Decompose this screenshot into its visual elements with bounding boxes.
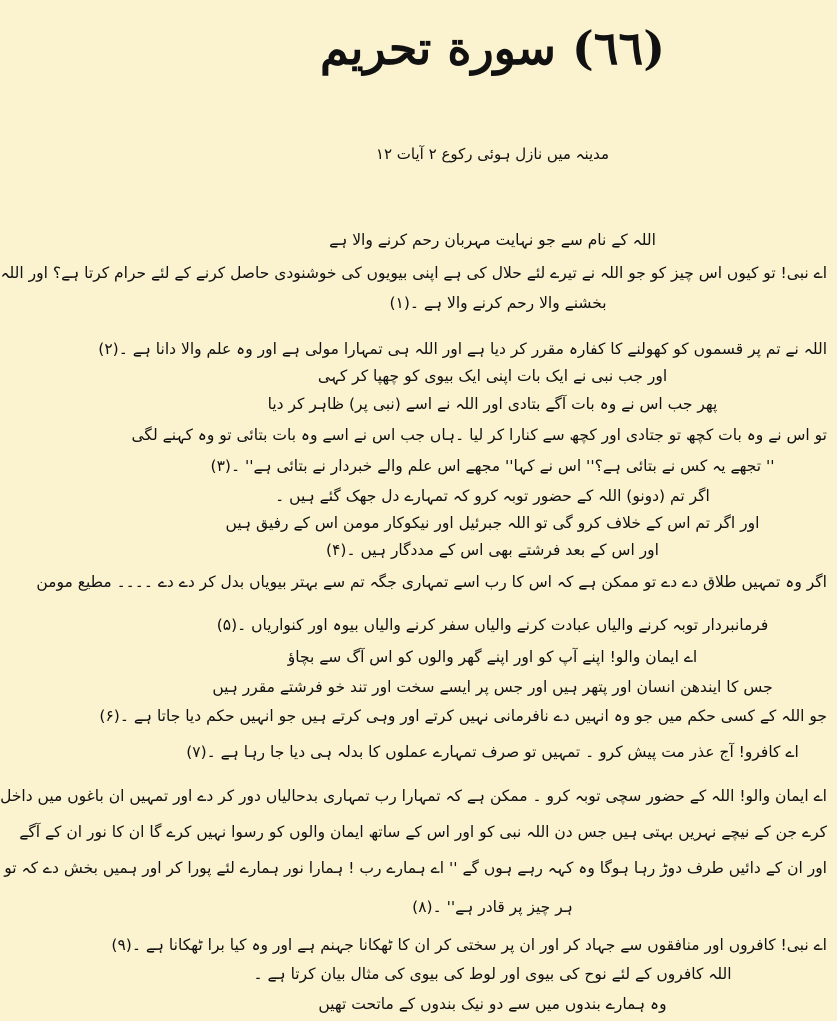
verse-line: فرمانبردار توبہ کرنے والیاں عبادت کرنے والیاں سفر کرنے والیاں بیوہ اور کنواریاں ۔(۵) bbox=[216, 616, 769, 634]
verse-line: اے نبی! تو کیوں اس چیز کو جو اللہ نے تیرے لئے حلال کی ہے اپنی بیویوں کی خوشنودی حاصل کرنے کے لئے حرام کرتا ہے؟ اور اللہ bbox=[0, 264, 827, 282]
verse-line: '' تجھے یہ کس نے بتائی ہے؟'' اس نے کہا'' مجھے اس علم والے خبردار نے بتائی ہے'' ۔(۳) bbox=[210, 457, 775, 475]
verse-line: اللہ کے نام سے جو نہایت مہربان رحم کرنے والا ہے bbox=[329, 231, 656, 249]
verse-line: کرے جن کے نیچے نہریں بہتی ہیں جس دن اللہ نبی کو اور اس کے ساتھ ایمان والوں کو رسوا نہیں کرے گا ان کا نور ان کے آگے bbox=[19, 823, 827, 841]
verse-line: جس کا ایندھن انسان اور پتھر ہیں اور جس پر ایسے سخت اور تند خو فرشتے مقرر ہیں bbox=[212, 678, 773, 696]
verse-line: اور جب نبی نے ایک بات اپنی ایک بیوی کو چھپا کر کہی bbox=[317, 367, 668, 385]
verse-line: اور اس کے بعد فرشتے بھی اس کے مددگار ہیں ۔(۴) bbox=[326, 541, 659, 559]
verse-line: اللہ کافروں کے لئے نوح کی بیوی اور لوط کی بیوی کی مثال بیان کرتا ہے ۔ bbox=[253, 965, 732, 983]
page-title: (٦٦) سورة تحریم bbox=[320, 21, 665, 75]
verse-line: وہ ہمارے بندوں میں سے دو نیک بندوں کے ماتحت تھیں bbox=[318, 995, 667, 1013]
verse-line: اے کافرو! آج عذر مت پیش کرو ۔ تمہیں تو صرف تمہارے عملوں کا بدلہ ہی دیا جا رہا ہے ۔(۷) bbox=[186, 743, 799, 761]
verse-line: اے ایمان والو! اللہ کے حضور سچی توبہ کرو ۔ ممکن ہے کہ تمہارا رب تمہاری بدحالیاں دور کر دے اور تمہیں ان باغوں میں داخل bbox=[0, 787, 827, 805]
verse-line: اور ان کے دائیں طرف دوڑ رہا ہوگا وہ کہہ رہے ہوں گے '' اے ہمارے رب ! ہمارا نور ہمارے لئے پورا کر اور ہمیں بخش دے کہ تو bbox=[4, 859, 827, 877]
verse-line: اگر وہ تمہیں طلاق دے دے تو ممکن ہے کہ اس کا رب اسے تمہاری جگہ تم سے بہتر بیویاں بدل کر دے دے ۔۔۔۔ مطیع مومن bbox=[36, 573, 827, 591]
verse-line: پھر جب اس نے وہ بات آگے بتادی اور اللہ نے اسے (نبی پر) ظاہر کر دیا bbox=[267, 395, 718, 413]
verse-line: ہر چیز پر قادر ہے'' ۔(۸) bbox=[412, 898, 573, 916]
verse-line: اللہ نے تم پر قسموں کو کھولنے کا کفارہ مقرر کر دیا ہے اور اللہ ہی تمہارا مولی ہے اور وہ علم والا دانا ہے ۔(۲) bbox=[98, 340, 827, 358]
revelation-info: مدینہ میں نازل ہوئی رکوع ۲ آیات ۱۲ bbox=[375, 145, 610, 163]
verse-line: اور اگر تم اس کے خلاف کرو گی تو اللہ جبرئیل اور نیکوکار مومن اس کے رفیق ہیں bbox=[225, 514, 760, 532]
verse-line: اے ایمان والو! اپنے آپ کو اور اپنے گھر والوں کو اس آگ سے بچاؤ bbox=[287, 648, 698, 666]
verse-line: اے نبی! کافروں اور منافقوں سے جہاد کر اور ان پر سختی کر ان کا ٹھکانا جہنم ہے اور وہ کیا برا ٹھکانا ہے ۔(۹) bbox=[111, 936, 827, 954]
verse-line: اگر تم (دونو) اللہ کے حضور توبہ کرو کہ تمہارے دل جھک گئے ہیں ۔ bbox=[275, 487, 710, 505]
verse-line: جو اللہ کے کسی حکم میں جو وہ انہیں دے نافرمانی نہیں کرتے اور وہی کرتے ہیں جو انہیں حکم دیا جاتا ہے ۔(۶) bbox=[99, 707, 827, 725]
verse-line: تو اس نے وہ بات کچھ تو جتادی اور کچھ سے کنارا کر لیا ۔ہاں جب اس نے اسے وہ بات بتائی تو وہ کہنے لگی bbox=[131, 426, 827, 444]
verse-line: بخشنے والا رحم کرنے والا ہے ۔(۱) bbox=[389, 294, 607, 312]
